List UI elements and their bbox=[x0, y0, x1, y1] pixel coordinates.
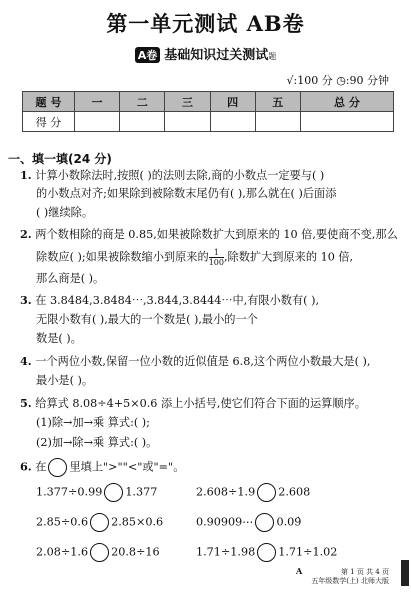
score-table-header-row bbox=[23, 92, 394, 112]
compare-right: 1.71÷1.02 bbox=[278, 545, 338, 559]
compare-item bbox=[36, 513, 163, 532]
question-number: 4. bbox=[20, 354, 32, 368]
question-number: 5. bbox=[20, 396, 32, 410]
compare-right: 2.608 bbox=[278, 485, 311, 499]
compare-right: 2.85×0.6 bbox=[111, 515, 164, 529]
compare-circle[interactable] bbox=[90, 513, 109, 532]
question-text: 计算小数除法时,按照( )的法则去除,商的小数点一定要与( ) bbox=[35, 169, 325, 182]
compare-left: 2.608÷1.9 bbox=[196, 485, 256, 499]
compare-right: 0.09̇ bbox=[276, 515, 302, 529]
a-tag-badge: A卷 bbox=[135, 47, 161, 63]
question-number: 1. bbox=[20, 168, 32, 182]
question-2-line-2 bbox=[36, 248, 353, 267]
circle-blank-icon bbox=[48, 458, 67, 477]
subtitle bbox=[0, 44, 411, 63]
score-table bbox=[22, 91, 394, 132]
question-text: 一个两位小数,保留一位小数的近似值是 6.8,这个两位小数最大是( ), bbox=[35, 355, 371, 368]
fraction bbox=[209, 248, 224, 267]
score-cell[interactable] bbox=[165, 112, 210, 132]
question-1-line-1 bbox=[20, 167, 324, 184]
question-text: 给算式 8.08÷4+5×0.6 添上小括号,使它们符合下面的运算顺序。 bbox=[35, 397, 366, 410]
section-title: 一、填一填(24 分) bbox=[8, 152, 112, 166]
question-text: 在 3.8484,3.8484⋯,3.844,3.8444⋯中,有限小数有( ), bbox=[35, 294, 320, 307]
book-label: 五年级数学(上) 北师大版 bbox=[311, 577, 389, 585]
compare-right: 20.8÷16 bbox=[111, 545, 160, 559]
question-text: 除数应( );如果被除数缩小到原来的 bbox=[36, 250, 209, 264]
question-5-line-3: (2)加→除→乘 算式:( )。 bbox=[36, 436, 158, 449]
compare-left: 1.71÷1.98 bbox=[196, 545, 256, 559]
score-row-label: 得 分 bbox=[23, 112, 75, 132]
score-cell[interactable] bbox=[210, 112, 255, 132]
footer-mark: A bbox=[296, 566, 303, 576]
compare-item bbox=[196, 513, 301, 532]
question-text: 两个数相除的商是 0.85,如果被除数扩大到原来的 10 倍,要使商不变,那么 bbox=[35, 228, 398, 241]
compare-circle[interactable] bbox=[104, 483, 123, 502]
compare-circle[interactable] bbox=[257, 543, 276, 562]
score-time-info: √:100 分 ◷:90 分钟 bbox=[286, 74, 389, 87]
question-number: 6. bbox=[20, 459, 32, 474]
compare-item bbox=[196, 543, 337, 562]
score-col-header: 总 分 bbox=[300, 92, 393, 112]
score-col-header: 五 bbox=[255, 92, 300, 112]
question-3-line-1 bbox=[20, 292, 319, 309]
compare-circle[interactable] bbox=[257, 483, 276, 502]
compare-left: 0.90909⋯ bbox=[196, 515, 254, 529]
question-3-line-3: 数是( )。 bbox=[36, 332, 82, 345]
question-6-line-1 bbox=[20, 458, 184, 477]
score-cell[interactable] bbox=[300, 112, 393, 132]
compare-left: 2.85÷0.6 bbox=[36, 515, 89, 529]
compare-circle[interactable] bbox=[255, 513, 274, 532]
question-text: 里填上">""<"或"="。 bbox=[69, 460, 185, 474]
page-footer bbox=[311, 568, 389, 586]
fraction-numerator: 1 bbox=[209, 248, 224, 258]
compare-right: 1.377 bbox=[125, 485, 158, 499]
question-number: 3. bbox=[20, 293, 32, 307]
score-table-row bbox=[23, 112, 394, 132]
page-title: 第一单元测试 AB卷 bbox=[106, 11, 305, 36]
compare-item bbox=[36, 543, 160, 562]
fraction-denominator: 100 bbox=[208, 258, 224, 267]
score-col-header: 三 bbox=[165, 92, 210, 112]
score-col-header: 一 bbox=[74, 92, 119, 112]
score-col-header: 四 bbox=[210, 92, 255, 112]
question-2-line-1 bbox=[20, 226, 398, 243]
question-4-line-2: 最小是( )。 bbox=[36, 374, 94, 387]
score-col-header: 二 bbox=[120, 92, 165, 112]
compare-left: 1.377÷0.99 bbox=[36, 485, 103, 499]
question-4-line-1 bbox=[20, 353, 370, 370]
compare-item bbox=[196, 483, 310, 502]
question-2-line-3: 那么商是( )。 bbox=[36, 272, 105, 285]
compare-item bbox=[36, 483, 157, 502]
question-5-line-2: (1)除→加→乘 算式:( ); bbox=[36, 416, 150, 429]
score-cell[interactable] bbox=[74, 112, 119, 132]
score-cell[interactable] bbox=[255, 112, 300, 132]
question-text: ,除数扩大到原来的 10 倍, bbox=[223, 250, 354, 264]
page-edge-tab bbox=[401, 560, 409, 586]
compare-left: 2.08÷1.6 bbox=[36, 545, 89, 559]
question-number: 2. bbox=[20, 227, 32, 241]
page-indicator: 第 1 页 共 4 页 bbox=[340, 568, 389, 576]
subtitle-text: 基础知识过关测试 bbox=[164, 48, 269, 63]
question-text: 在 bbox=[35, 460, 47, 474]
question-3-line-2: 无限小数有( ),最大的一个数是( ),最小的一个 bbox=[36, 313, 258, 326]
score-col-header: 题 号 bbox=[23, 92, 75, 112]
compare-circle[interactable] bbox=[90, 543, 109, 562]
question-1-line-2: 的小数点对齐;如果除到被除数末尾仍有( ),那么就在( )后面添 bbox=[36, 187, 337, 200]
subtitle-small: 题 bbox=[268, 52, 277, 61]
question-5-line-1 bbox=[20, 395, 366, 412]
question-1-line-3: ( )继续除。 bbox=[36, 206, 94, 219]
score-cell[interactable] bbox=[120, 112, 165, 132]
